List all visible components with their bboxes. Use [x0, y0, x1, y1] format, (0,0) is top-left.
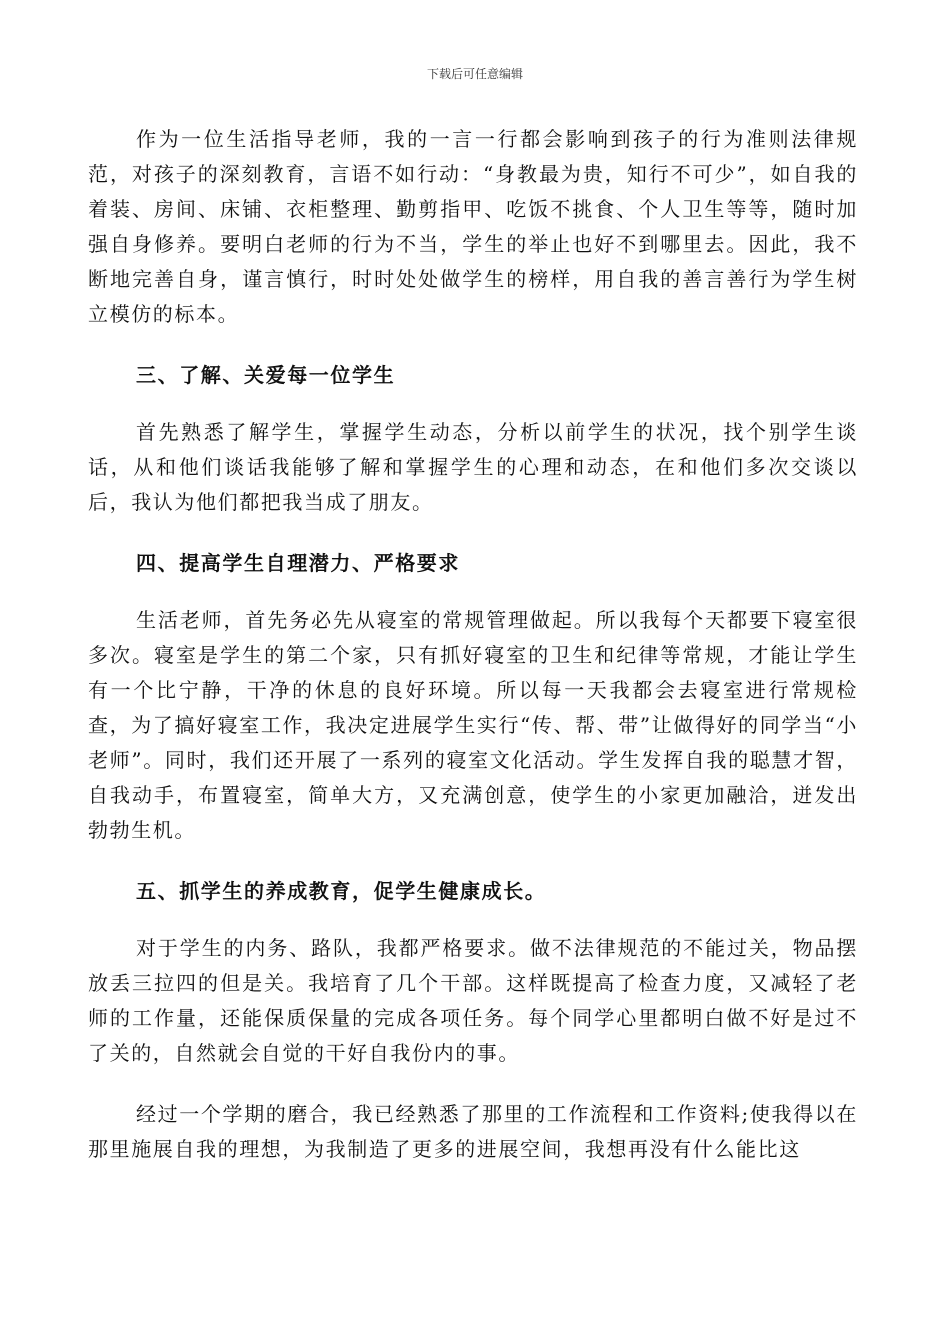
section-heading-3: 三、了解、关爱每一位学生: [136, 363, 396, 387]
spacer: [88, 332, 858, 358]
paragraph-understand-students: 首先熟悉了解学生，掌握学生动态，分析以前学生的状况，找个别学生谈话，从和他们谈话我能够了解和掌握学生的心理和动态，在和他们多次交谈以后，我认为他们都把我当成了朋友。: [88, 420, 858, 514]
spacer: [88, 848, 858, 874]
spacer: [88, 520, 858, 546]
document-body: [88, 122, 858, 1167]
page-header-note: 下载后可任意编辑: [426, 67, 523, 81]
paragraph-semester-reflection: 经过一个学期的磨合，我已经熟悉了那里的工作流程和工作资料;使我得以在那里施展自我的理想，为我制造了更多的进展空间，我想再没有什么能比这: [88, 1102, 858, 1161]
paragraph-habit-education: 对于学生的内务、路队，我都严格要求。做不法律规范的不能过关，物品摆放丢三拉四的但是关。我培育了几个干部。这样既提高了检查力度，又减轻了老师的工作量，还能保质保量的完成各项任务。每个同学心里都明白做不好是过不了关的，自然就会自觉的干好自我份内的事。: [88, 936, 858, 1065]
section-heading-5: 五、抓学生的养成教育，促学生健康成长。: [136, 879, 547, 903]
section-heading-4: 四、提高学生自理潜力、严格要求: [136, 551, 460, 575]
paragraph-role-model: 作为一位生活指导老师，我的一言一行都会影响到孩子的行为准则法律规范，对孩子的深刻教育，言语不如行动：“身教最为贵，知行不可少”，如自我的着装、房间、床铺、衣柜整理、勤剪指甲、吃饭不挑食、个人卫生等等，随时加强自身修养。要明白老师的行为不当，学生的举止也好不到哪里去。因此，我不断地完善自身，谨言慎行，时时处处做学生的榜样，用自我的善言善行为学生树立模仿的标本。: [88, 127, 858, 326]
spacer: [88, 909, 858, 931]
paragraph-dorm-management: 生活老师，首先务必先从寝室的常规管理做起。所以我每个天都要下寝室很多次。寝室是学生的第二个家，只有抓好寝室的卫生和纪律等常规，才能让学生有一个比宁静，干净的休息的良好环境。所以每一天我都会去寝室进行常规检查，为了搞好寝室工作，我决定进展学生实行“传、帮、带”让做得好的同学当“小老师”。同时，我们还开展了一系列的寝室文化活动。学生发挥自我的聪慧才智，自我动手，布置寝室，简单大方，又充满创意，使学生的小家更加融洽，迸发出勃勃生机。: [88, 608, 858, 842]
spacer: [88, 581, 858, 603]
spacer: [88, 1071, 858, 1097]
spacer: [88, 393, 858, 415]
